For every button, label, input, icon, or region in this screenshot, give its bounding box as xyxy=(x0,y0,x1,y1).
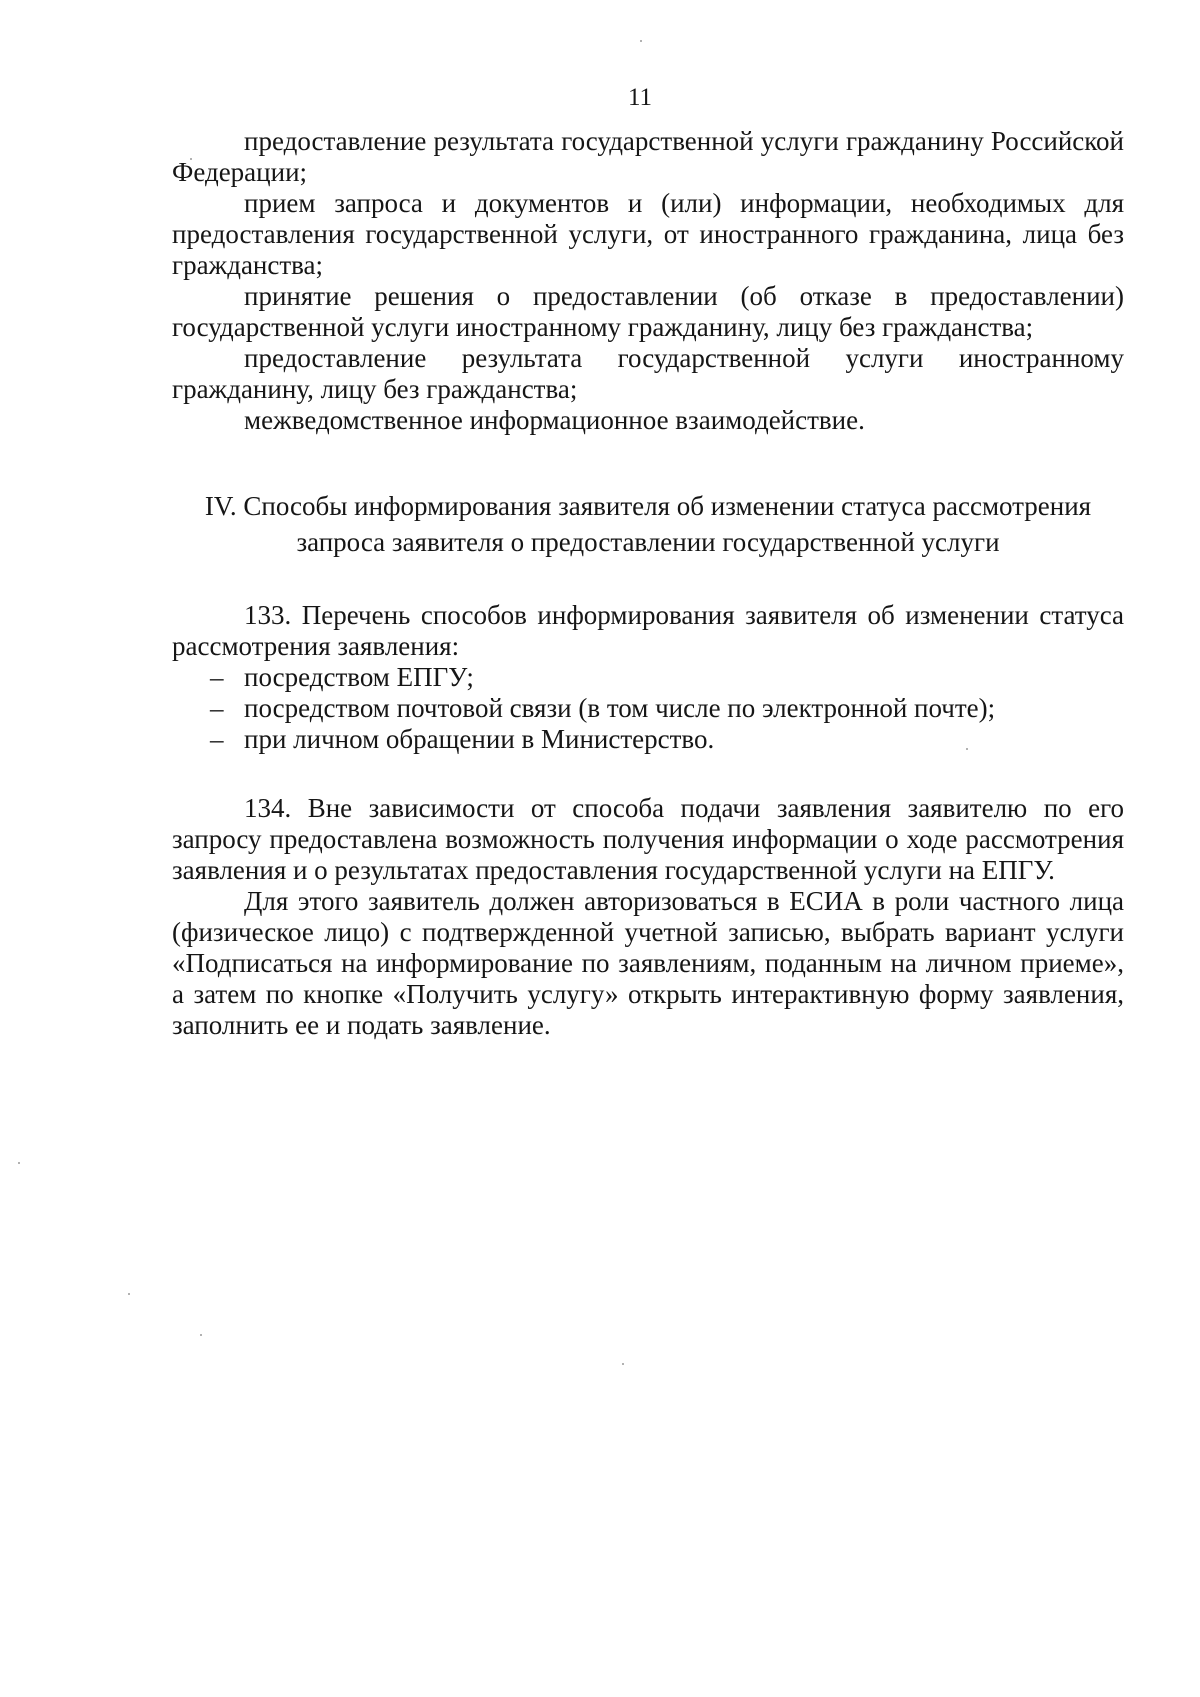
page-number: 11 xyxy=(627,84,653,111)
scan-speck xyxy=(18,1162,20,1164)
scan-speck xyxy=(622,1363,624,1365)
scan-speck xyxy=(128,1293,130,1295)
list-item-text: посредством почтовой связи (в том числе по электронной почте); xyxy=(244,693,996,723)
list-item-text: при личном обращении в Министерство. xyxy=(244,724,715,754)
list-item-result-citizen: предоставление результата государственной услуги гражданину Российской Федерации; xyxy=(172,126,1124,187)
dash-marker: – xyxy=(210,693,224,723)
notification-methods-list xyxy=(172,662,1124,755)
dash-marker: – xyxy=(210,724,224,754)
section-heading-line-2: запроса заявителя о предоставлении государственной услуги xyxy=(296,527,1000,557)
list-item xyxy=(172,693,1124,724)
list-item xyxy=(172,724,1124,755)
list-item-decision-foreigner: принятие решения о предоставлении (об отказе в предоставлении) государственной услуги иностранному гражданину, лицу без гражданства; xyxy=(172,281,1124,342)
section-heading xyxy=(172,488,1124,560)
list-item-result-foreigner: предоставление результата государственной услуги иностранному гражданину, лицу без гражданства; xyxy=(172,343,1124,404)
paragraph-133: 133. Перечень способов информирования заявителя об изменении статуса рассмотрения заявления: xyxy=(172,600,1124,661)
paragraph-134-continued: Для этого заявитель должен авторизоваться в ЕСИА в роли частного лица (физическое лицо) с подтвержденной учетной записью, выбрать вариант услуги «Подписаться на информирование по заявлениям, поданным на личном приеме», а затем по кнопке «Получить услугу» открыть интерактивную форму заявления, заполнить ее и подать заявление. xyxy=(172,886,1124,1040)
paragraph-134: 134. Вне зависимости от способа подачи заявления заявителю по его запросу предоставлена возможность получения информации о ходе рассмотрения заявления и о результатах предоставления государственной услуги на ЕПГУ. xyxy=(172,793,1124,885)
scan-speck xyxy=(200,1334,202,1336)
list-item-interagency: межведомственное информационное взаимодействие. xyxy=(244,405,865,435)
page-body xyxy=(172,126,1124,1041)
scan-speck xyxy=(640,40,642,42)
list-item-receive-request-foreigner: прием запроса и документов и (или) информации, необходимых для предоставления государственной услуги, от иностранного гражданина, лица без гражданства; xyxy=(172,188,1124,280)
list-item-text: посредством ЕПГУ; xyxy=(244,662,474,692)
list-item xyxy=(172,662,1124,693)
section-heading-line-1: IV. Способы информирования заявителя об изменении статуса рассмотрения xyxy=(204,491,1092,521)
dash-marker: – xyxy=(210,662,224,692)
